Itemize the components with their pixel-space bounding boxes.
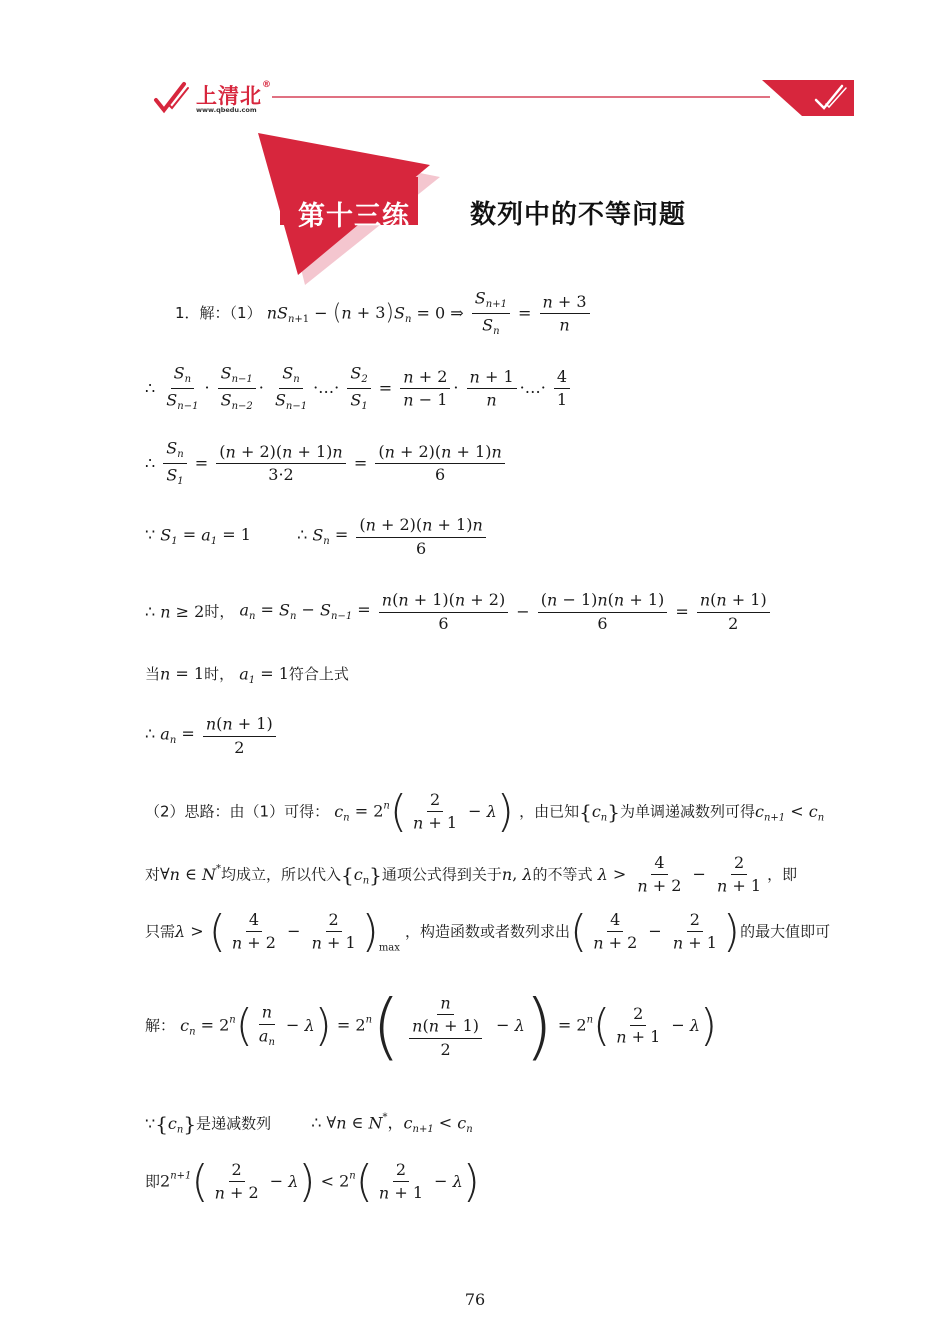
math-line-9: 对∀n ∈ N*均成立，所以代入$\{c_n\}$通项公式得到关于n, λ的不等式 λ > $\frac{4}{n + 2}$ − $\frac{2}{n + 1}$ ，即: [145, 853, 798, 896]
lesson-topic: 数列中的不等问题: [470, 200, 687, 230]
page-number: 76: [464, 1290, 486, 1309]
math-line-6: 当n = 1时， $a_1 = 1$符合上式: [145, 664, 349, 686]
brand-name: 上清北®: [196, 80, 272, 108]
math-line-8: （2）思路：由（1）可得： $c_n = 2^n$( $\frac{2}{n + 1}$ − λ) ，由已知$\{c_n\}$为单调递减数列可得$c_{n+1} < c_n$: [145, 786, 825, 837]
math-line-10: 只需λ > ( $\frac{4}{n + 2}$ − $\frac{2}{n + 1}$ )$_{max}$ ，构造函数或者数列求出( $\frac{4}{n + 2}$ − $\frac{2}{n + 1}$ )的最大值即可: [145, 906, 831, 957]
lesson-label: 第十三练: [298, 201, 410, 232]
math-line-13: 即$2^{n+1}$( $\frac{2}{n + 2}$ − $\lambda) < 2^n$( $\frac{2}{n + 1}$ − λ): [145, 1156, 480, 1207]
math-line-12: $\because\{c_n\}$是递减数列 ∴ ∀n ∈ N*，$c_{n+1} < c_n$: [145, 1112, 473, 1136]
math-line-5: ∴ n ≥ 2时， $a_n = S_n - S_{n-1}$ = $\frac{n(n + 1)(n + 2)}{6}$ − $\frac{(n - 1)n(n + 1)}{6}$ = $\frac{n(n + 1)}{2}$: [145, 592, 773, 632]
header-corner-badge: [762, 80, 854, 116]
math-line-11: 解： $c_n = 2^n$( $\frac{n}{a_n}$ − $\lambda) = 2^n$( $\frac{n}{\frac{n(n + 1)}{2}}$ − $\lambda) = 2^n$( $\frac{2}{n + 1}$ − λ): [145, 984, 718, 1068]
math-line-1: 1．解：（1） $nS_{n+1} - (n + 3)S_n = 0$ ⇒ $\frac{S_{n+1}}{S_n}$ = $\frac{n + 3}{n}$: [175, 290, 593, 337]
math-line-2: ∴ $\frac{S_n}{S_{n-1}}$ · $\frac{S_{n-1}}{S_{n-2}}$ · $\frac{S_n}{S_{n-1}}$ ·…· $\frac{S_2}{S_1}$ = $\frac{n + 2}{n - 1}$ · $\frac{n + 1}{n}$ ·…· $\frac{4}{1}$: [145, 365, 573, 412]
math-line-7: ∴ $a_n$ = $\frac{n(n + 1)}{2}$: [145, 716, 279, 756]
check-mark-icon: [150, 78, 196, 118]
brand-url: www.qbedu.com: [196, 106, 257, 114]
math-line-4: ∵ $S_1 = a_1 = 1$ ∴ $S_n$ = $\frac{(n + 2)(n + 1)n}{6}$: [145, 517, 489, 557]
math-line-3: ∴ $\frac{S_n}{S_1}$ = $\frac{(n + 2)(n + 1)n}{3\cdot 2}$ = $\frac{(n + 2)(n + 1)n}{6}$: [145, 440, 508, 487]
header-rule: [272, 96, 770, 98]
